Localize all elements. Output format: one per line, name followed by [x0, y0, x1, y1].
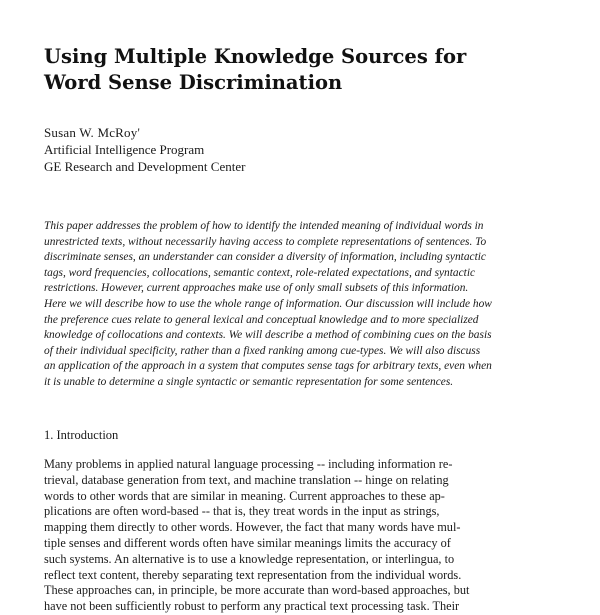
author-block	[44, 124, 444, 175]
body-line: such systems. An alternative is to use a knowledge representation, or interlingua, to	[44, 551, 455, 566]
abstract-line: knowledge of collocations and contexts. We will describe a method of combining cues on the basis	[44, 329, 492, 342]
body-line: reflect text content, thereby separating text representation from the individual words.	[44, 567, 462, 582]
paper-title	[44, 44, 564, 96]
body-line: trieval, database generation from text, and machine translation -- hinge on relating	[44, 472, 449, 487]
abstract-line: unrestricted texts, without necessarily having access to complete representations of sentences. To	[44, 235, 487, 248]
abstract-line: an application of the approach in a system that computes sense tags for arbitrary texts, even when	[44, 360, 492, 373]
abstract-line: restrictions. However, current approaches make use of only small subsets of this information.	[44, 282, 469, 295]
abstract-line: This paper addresses the problem of how to identify the intended meaning of individual words in	[44, 220, 484, 232]
title-line: Using Multiple Knowledge Sources for	[44, 45, 467, 68]
abstract-line: Here we will describe how to use the whole range of information. Our discussion will include how	[44, 297, 492, 310]
body-line: tiple senses and different words often have similar meanings limits the accuracy of	[44, 535, 451, 550]
body-line: mapping them directly to other words. However, the fact that many words have mul-	[44, 520, 461, 535]
body-line: Many problems in applied natural language processing -- including information re-	[44, 457, 453, 471]
affiliation-line: GE Research and Development Center	[44, 159, 246, 174]
body-line: These approaches can, in principle, be more accurate than word-based approaches, but	[44, 583, 470, 598]
abstract-line: discriminate senses, an understander can consider a diversity of information, including syntactic	[44, 251, 486, 264]
section-heading: 1. Introduction	[44, 428, 119, 442]
abstract-line: it is unable to determine a single syntactic or semantic representation for some sentences.	[44, 375, 454, 388]
affiliation-line: Artificial Intelligence Program	[44, 142, 205, 157]
author-name: Susan W. McRoy'	[44, 125, 140, 140]
abstract-line: of their individual specificity, rather than a fixed ranking among cue-types. We will also discuss	[44, 344, 481, 357]
body-line: plications are often word-based -- that is, they treat words in the input as strings,	[44, 504, 440, 519]
body-line: words to other words that are similar in meaning. Current approaches to these ap-	[44, 488, 445, 503]
abstract	[44, 219, 558, 391]
body-text	[44, 457, 558, 615]
abstract-line: tags, word frequencies, collocations, semantic context, role-related expectations, and syntactic	[44, 266, 476, 279]
body-line: have not been sufficiently robust to perform any practical text processing task. Their	[44, 599, 460, 614]
title-line: Word Sense Discrimination	[44, 71, 343, 94]
abstract-line: the preference cues relate to general lexical and conceptual knowledge and to more specialized	[44, 313, 479, 326]
